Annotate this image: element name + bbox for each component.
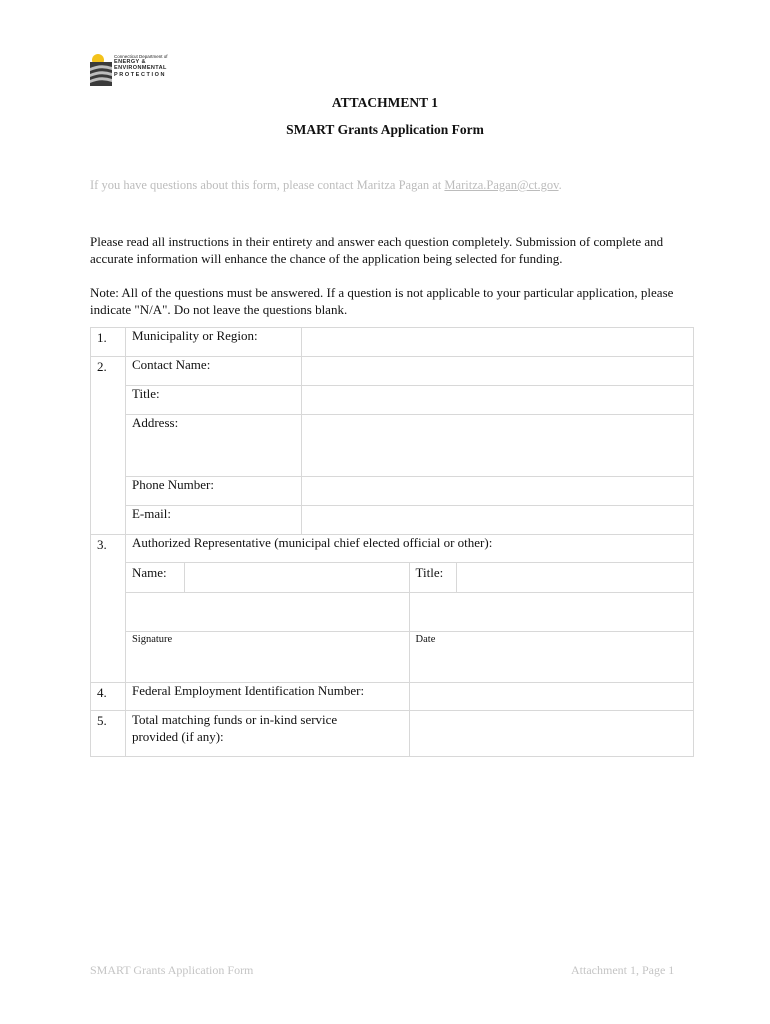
address-label: Address: [125, 415, 301, 477]
email-label: E-mail: [125, 506, 301, 535]
q3-number: 3. [91, 535, 126, 683]
matching-funds-label: Total matching funds or in-kind service provided (if any): [125, 711, 409, 757]
contact-title-label: Title: [125, 386, 301, 415]
phone-field[interactable] [301, 477, 693, 506]
footer-page-number: Attachment 1, Page 1 [571, 963, 675, 977]
contact-suffix: . [558, 178, 562, 192]
email-field[interactable] [301, 506, 693, 535]
rep-name-cell [125, 563, 409, 593]
form-title: SMART Grants Application Form [286, 122, 484, 137]
application-form-table [90, 327, 694, 757]
fein-field[interactable] [409, 683, 693, 711]
rep-title-cell [409, 563, 693, 593]
matching-funds-field[interactable] [409, 711, 693, 757]
contact-email-link[interactable]: Maritza.Pagan@ct.gov [444, 178, 559, 192]
logo-dept: Connecticut Department of [114, 54, 168, 59]
logo-line3: PROTECTION [114, 71, 167, 78]
signature-label: Signature [125, 632, 409, 683]
municipality-field[interactable] [301, 328, 693, 357]
rep-title-field[interactable] [456, 563, 693, 592]
note-paragraph: Note: All of the questions must be answered. If a question is not applicable to your particular application, please indicate "N/A". Do not leave the questions blank. [90, 285, 674, 317]
logo-line2: ENVIRONMENTAL [114, 65, 167, 72]
sun-landscape-icon [90, 52, 116, 86]
contact-line [90, 178, 562, 193]
q1-number: 1. [91, 328, 126, 357]
logo-line1: ENERGY & [114, 59, 146, 66]
fein-label: Federal Employment Identification Number: [125, 683, 409, 711]
contact-name-label: Contact Name: [125, 357, 301, 386]
phone-label: Phone Number: [125, 477, 301, 506]
q4-number: 4. [91, 683, 126, 711]
footer-form-name: SMART Grants Application Form [90, 963, 254, 977]
rep-name-field[interactable] [184, 563, 408, 592]
rep-title-label: Title: [410, 563, 457, 592]
date-field[interactable] [409, 593, 693, 632]
contact-name-field[interactable] [301, 357, 693, 386]
instructions-paragraph: Please read all instructions in their entirety and answer each question completely. Submission of complete and accurate information will enhance the chance of the application being selected for funding. [90, 234, 664, 266]
address-field[interactable] [301, 415, 693, 477]
q1-label: Municipality or Region: [125, 328, 301, 357]
q2-number: 2. [91, 357, 126, 535]
date-label: Date [409, 632, 693, 683]
contact-prefix: If you have questions about this form, please contact Maritza Pagan at [90, 178, 445, 192]
q3-label: Authorized Representative (municipal chief elected official or other): [125, 535, 693, 563]
signature-field[interactable] [125, 593, 409, 632]
attachment-title: ATTACHMENT 1 [331, 95, 439, 110]
q5-number: 5. [91, 711, 126, 757]
rep-name-label: Name: [126, 563, 185, 592]
deep-logo [90, 52, 170, 88]
contact-title-field[interactable] [301, 386, 693, 415]
